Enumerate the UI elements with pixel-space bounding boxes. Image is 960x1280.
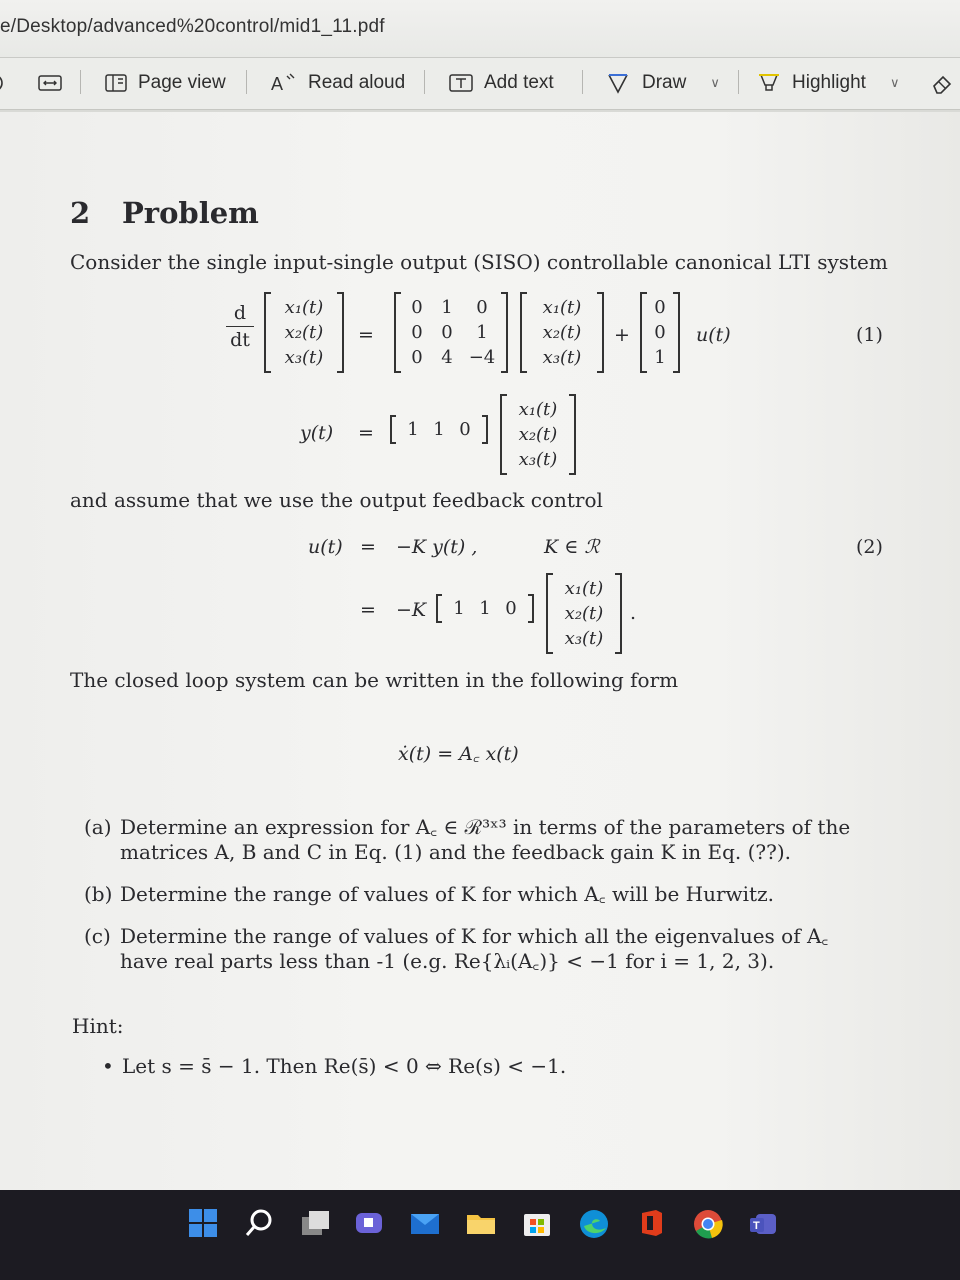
state-x1: x₁(t) <box>284 297 324 318</box>
highlight-icon <box>756 72 782 94</box>
eq2-period: . <box>630 602 637 624</box>
control-u: u(t) <box>308 536 343 558</box>
vector-C-cell: 1 <box>479 598 491 619</box>
state-x3: x₃(t) <box>542 347 582 368</box>
closed-loop-paragraph: The closed loop system can be written in the following form <box>70 668 679 692</box>
eq1-plus: + <box>614 324 630 346</box>
question-label: (c) <box>84 924 111 948</box>
input-u: u(t) <box>696 324 731 346</box>
section-number: 2 <box>70 196 91 230</box>
page-view-icon <box>104 72 128 94</box>
state-x3: x₃(t) <box>564 628 604 649</box>
pdf-toolbar <box>0 58 960 110</box>
derivative-dt: dt <box>230 329 250 351</box>
draw-label: Draw <box>642 72 687 93</box>
edge-icon[interactable] <box>578 1208 612 1242</box>
question-label: (b) <box>84 882 113 906</box>
matrix-A-cell: 0 <box>411 347 423 368</box>
store-icon[interactable] <box>522 1208 556 1242</box>
matrix-A-cell: 4 <box>441 347 453 368</box>
eq2-equals-2: = <box>360 599 376 621</box>
state-x3: x₃(t) <box>518 449 558 470</box>
draw-icon <box>606 72 632 94</box>
state-vector-rhs <box>520 294 604 371</box>
feedback-paragraph: and assume that we use the output feedback control <box>70 488 603 512</box>
matrix-A-cell: 1 <box>476 322 488 343</box>
matrix-A-cell: −4 <box>468 347 496 368</box>
control-gain-K: −K <box>396 599 427 621</box>
question-text: Determine an expression for A꜀ ∈ ℛ³ˣ³ in terms of the parameters of the matrices A, B and C in Eq. (1) and the feedback gain K in Eq. (??). <box>120 815 851 864</box>
control-law-1: −K y(t) , <box>396 536 478 558</box>
state-vector-output <box>500 396 576 473</box>
vector-B <box>640 294 680 371</box>
url-text[interactable]: e/Desktop/advanced%20control/mid1_11.pdf <box>0 16 385 37</box>
vector-C-cell: 0 <box>505 598 517 619</box>
vector-B-cell: 0 <box>654 297 666 318</box>
intro-paragraph: Consider the single input-single output (SISO) controllable canonical LTI system <box>70 250 888 274</box>
row-vector-C <box>390 417 488 442</box>
output-equals: = <box>358 422 374 444</box>
matrix-A <box>394 294 508 371</box>
eq1-equals: = <box>358 324 374 346</box>
matrix-A-cell: 1 <box>441 297 453 318</box>
draw-button[interactable] <box>606 70 720 96</box>
read-aloud-label: Read aloud <box>308 72 406 93</box>
eq1-number: (1) <box>856 324 883 346</box>
vector-B-cell: 0 <box>654 322 666 343</box>
pdf-page <box>0 112 960 1190</box>
office-icon[interactable] <box>636 1208 670 1242</box>
gain-condition: K ∈ ℛ <box>544 536 600 558</box>
add-text-button[interactable] <box>448 70 554 96</box>
state-x2: x₂(t) <box>564 603 604 624</box>
menu-icon[interactable] <box>0 70 10 96</box>
derivative-operator <box>222 302 258 351</box>
vector-C-cell: 1 <box>453 598 465 619</box>
highlight-button[interactable] <box>756 70 899 96</box>
add-text-icon <box>448 72 474 94</box>
teams-chat-icon[interactable] <box>354 1208 388 1242</box>
row-vector-C-2 <box>436 596 534 621</box>
output-y: y(t) <box>300 422 334 444</box>
svg-text:A: A <box>271 74 284 94</box>
vector-B-cell: 1 <box>654 347 666 368</box>
derivative-d: d <box>233 302 247 324</box>
add-text-label: Add text <box>484 72 554 93</box>
vector-C-cell: 1 <box>407 419 419 440</box>
state-vector-lhs <box>264 294 344 371</box>
closed-loop-equation: ẋ(t) = A꜀ x(t) <box>398 743 519 765</box>
read-aloud-button[interactable] <box>270 70 405 96</box>
section-title: Problem <box>122 196 259 230</box>
svg-text:T: T <box>753 1220 760 1232</box>
highlight-chevron-down-icon[interactable]: ∨ <box>889 75 900 90</box>
taskbar <box>0 1190 960 1280</box>
read-aloud-icon <box>270 72 298 94</box>
eq2-number: (2) <box>856 536 883 558</box>
hint-bullet: • <box>102 1054 114 1078</box>
vector-C-cell: 1 <box>433 419 445 440</box>
search-icon[interactable] <box>244 1208 278 1242</box>
chrome-icon[interactable] <box>692 1208 726 1242</box>
windows-start-icon[interactable] <box>188 1208 222 1242</box>
hint-text: Let s = s̄ − 1. Then Re(s̄) < 0 ⇔ Re(s) < −1. <box>122 1054 567 1078</box>
matrix-A-cell: 0 <box>441 322 453 343</box>
state-x1: x₁(t) <box>564 578 604 599</box>
state-x2: x₂(t) <box>542 322 582 343</box>
question-text: Determine the range of values of K for which all the eigenvalues of A꜀ have real parts less than -1 (e.g. Re{λᵢ(A꜀)} < −1 for i = 1, 2, 3). <box>120 924 829 973</box>
vector-C-cell: 0 <box>459 419 471 440</box>
mail-icon[interactable] <box>410 1208 444 1242</box>
matrix-A-cell: 0 <box>411 297 423 318</box>
highlight-label: Highlight <box>792 72 866 93</box>
teams-icon[interactable] <box>748 1208 782 1242</box>
page-view-label: Page view <box>138 72 226 93</box>
state-x2: x₂(t) <box>518 424 558 445</box>
eraser-button[interactable] <box>930 70 956 96</box>
address-bar[interactable] <box>0 0 960 58</box>
question-label: (a) <box>84 815 112 839</box>
matrix-A-cell: 0 <box>476 297 488 318</box>
hint-label: Hint: <box>72 1014 124 1038</box>
file-explorer-icon[interactable] <box>466 1208 500 1242</box>
task-view-icon[interactable] <box>300 1208 334 1242</box>
state-x2: x₂(t) <box>284 322 324 343</box>
state-x1: x₁(t) <box>542 297 582 318</box>
state-vector-control <box>546 575 622 652</box>
question-text: Determine the range of values of K for which A꜀ will be Hurwitz. <box>120 882 774 906</box>
eq2-equals-1: = <box>360 536 376 558</box>
draw-chevron-down-icon[interactable]: ∨ <box>710 75 720 90</box>
matrix-A-cell: 0 <box>411 322 423 343</box>
state-x1: x₁(t) <box>518 399 558 420</box>
eraser-icon <box>930 72 956 94</box>
state-x3: x₃(t) <box>284 347 324 368</box>
page-view-button[interactable] <box>104 70 226 96</box>
fit-width-icon[interactable] <box>38 70 62 96</box>
